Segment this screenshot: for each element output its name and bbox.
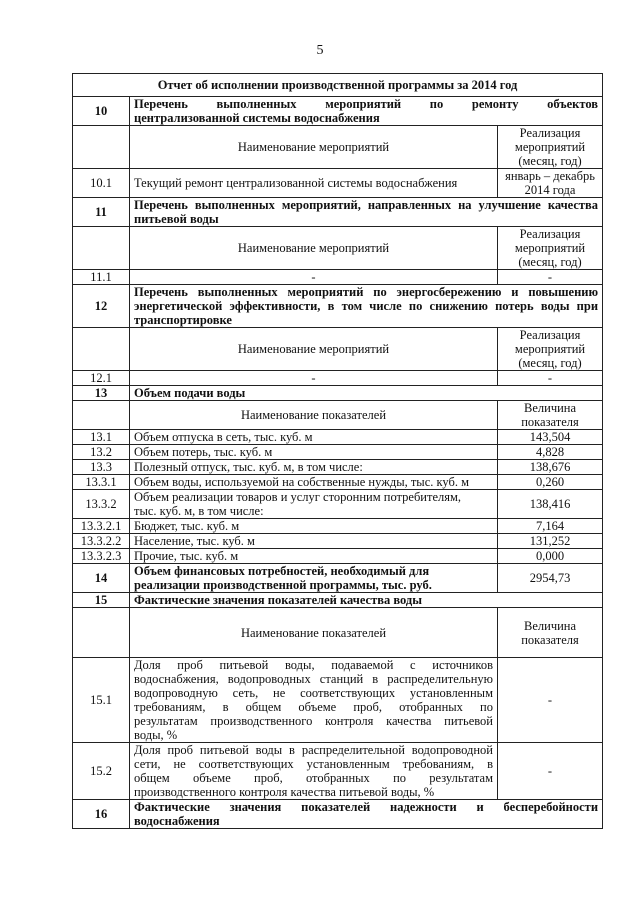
section-title-line: транспортировке [134, 313, 232, 327]
column-header-value-line: Величина [524, 401, 577, 415]
item-number: 13.1 [73, 430, 130, 445]
section-title-line: реализации производственной программы, тыс. руб. [134, 578, 432, 592]
item-number: 12.1 [73, 371, 130, 386]
item-value-line: 7,164 [535, 519, 565, 533]
section-value: 2954,73 [498, 564, 603, 593]
item-row [73, 658, 603, 743]
item-name [130, 743, 498, 800]
item-value [498, 371, 603, 386]
item-value [498, 490, 603, 519]
column-header-value-line: (месяц, год) [518, 255, 582, 269]
section-title [130, 285, 603, 328]
section-title-line: водоснабжения [134, 814, 220, 828]
item-name: Бюджет, тыс. куб. м [130, 519, 498, 534]
item-value-line: январь – декабрь [505, 169, 595, 183]
column-header-value-line: мероприятий [514, 140, 586, 154]
empty-cell [73, 227, 130, 270]
section-title-line: Фактические значения показателей качества воды [134, 593, 422, 607]
column-header-value-line: Реализация [519, 328, 581, 342]
column-header-value-line: (месяц, год) [518, 154, 582, 168]
item-name-line: Доля проб питьевой воды в распределительной водопроводной [134, 743, 493, 757]
item-name: - [130, 270, 498, 285]
section-number: 13 [73, 386, 130, 401]
item-value-line: 4,828 [535, 445, 565, 459]
section-title-line: Перечень выполненных мероприятий по ремонту объектов [134, 97, 599, 111]
column-header-value-line: показателя [521, 415, 579, 429]
section-title-line: Фактические значения показателей надежности и бесперебойности [134, 800, 599, 814]
item-value-line: - [547, 371, 553, 385]
section-number: 15 [73, 593, 130, 608]
column-header-value-line: Реализация [519, 126, 581, 140]
section-number: 16 [73, 800, 130, 829]
item-value-line: 0,260 [535, 475, 565, 489]
empty-cell [73, 328, 130, 371]
item-value-line: 0,000 [535, 549, 565, 563]
item-name-line: водопроводную сеть, не соответствующих установленным [134, 686, 493, 700]
item-value-line: 2014 года [524, 183, 576, 197]
section-row [73, 198, 603, 227]
item-name: Объем воды, используемой на собственные нужды, тыс. куб. м [130, 475, 498, 490]
item-row [73, 549, 603, 564]
column-header-name: Наименование мероприятий [130, 328, 498, 371]
section-title-line: Объем подачи воды [134, 386, 246, 400]
page-number: 5 [316, 43, 324, 58]
item-number: 15.2 [73, 743, 130, 800]
column-header-row [73, 608, 603, 658]
item-number: 10.1 [73, 169, 130, 198]
item-row [73, 460, 603, 475]
column-header-value-line: показателя [521, 632, 579, 647]
empty-cell [73, 126, 130, 169]
column-header-value [498, 328, 603, 371]
item-value-line: 143,504 [529, 430, 571, 444]
column-header-name: Наименование мероприятий [130, 227, 498, 270]
item-value [498, 743, 603, 800]
column-header-value-line: мероприятий [514, 241, 586, 255]
section-title-line: Объем финансовых потребностей, необходимый для [134, 564, 430, 578]
empty-cell [73, 608, 130, 658]
section-row [73, 386, 603, 401]
column-header-value-line: мероприятий [514, 342, 586, 356]
column-header-value [498, 126, 603, 169]
section-row [73, 97, 603, 126]
item-row [73, 475, 603, 490]
item-name: Полезный отпуск, тыс. куб. м, в том числе: [130, 460, 498, 475]
item-number: 13.3 [73, 460, 130, 475]
column-header-row [73, 126, 603, 169]
section-title-line: Перечень выполненных мероприятий, направленных на улучшение качества [134, 198, 599, 212]
item-name-line: Объем реализации товаров и услуг сторонним потребителям, [134, 490, 462, 504]
item-name-line: требованиям, в общем объеме проб, отобранных по [134, 700, 493, 714]
section-title [130, 97, 603, 126]
item-name-line: производственного контроля качества питьевой воды, % [134, 785, 435, 799]
column-header-value [498, 608, 603, 658]
item-value [498, 658, 603, 743]
item-value-line: - [547, 764, 553, 778]
column-header-value [498, 401, 603, 430]
column-header-row [73, 227, 603, 270]
section-row [73, 800, 603, 829]
column-header-value-line: Реализация [519, 227, 581, 241]
item-number: 11.1 [73, 270, 130, 285]
item-row [73, 270, 603, 285]
item-name: - [130, 371, 498, 386]
item-row [73, 445, 603, 460]
section-title [130, 564, 498, 593]
item-value [498, 549, 603, 564]
item-value [498, 430, 603, 445]
column-header-row [73, 401, 603, 430]
section-title [130, 593, 603, 608]
item-name: Объем потерь, тыс. куб. м [130, 445, 498, 460]
column-header-name: Наименование мероприятий [130, 126, 498, 169]
item-value-line: 138,676 [529, 460, 571, 474]
section-number: 12 [73, 285, 130, 328]
item-name [130, 658, 498, 743]
item-number: 15.1 [73, 658, 130, 743]
report-table [72, 73, 603, 829]
section-row [73, 564, 603, 593]
item-name-line: общем объеме проб, отобранных по результатам [134, 771, 493, 785]
section-number: 10 [73, 97, 130, 126]
item-row [73, 743, 603, 800]
section-number: 14 [73, 564, 130, 593]
item-name-line: результатам производственного контроля качества питьевой [134, 714, 493, 728]
column-header-row [73, 328, 603, 371]
item-row [73, 430, 603, 445]
table-title-row [73, 74, 603, 97]
table-title: Отчет об исполнении производственной программы за 2014 год [73, 74, 603, 97]
item-value [498, 460, 603, 475]
section-title-line: централизованной системы водоснабжения [134, 111, 380, 125]
section-title-line: энергетической эффективности, в том числе по снижению потерь воды при [134, 299, 599, 313]
item-value-line: 138,416 [529, 497, 571, 511]
section-title [130, 800, 603, 829]
item-row [73, 490, 603, 519]
section-number: 11 [73, 198, 130, 227]
item-value-line: - [547, 270, 553, 284]
column-header-value-line: Величина [524, 618, 577, 633]
item-name: Объем отпуска в сеть, тыс. куб. м [130, 430, 498, 445]
column-header-value-line: (месяц, год) [518, 356, 582, 370]
item-name-line: тыс. куб. м, в том числе: [134, 504, 264, 518]
item-number: 13.3.2.1 [73, 519, 130, 534]
column-header-name: Наименование показателей [130, 401, 498, 430]
item-value-line: 131,252 [529, 534, 571, 548]
item-name [130, 490, 498, 519]
item-name-line: сети, не соответствующих установленным требованиям, в [134, 757, 493, 771]
section-row [73, 593, 603, 608]
item-number: 13.3.2 [73, 490, 130, 519]
item-name-line: водоснабжения, водопроводных станций в распределительную [134, 672, 493, 686]
item-name-line: воды, % [134, 728, 178, 742]
item-name-line: Доля проб питьевой воды, подаваемой с источников [134, 658, 493, 672]
item-value [498, 169, 603, 198]
section-title-line: Перечень выполненных мероприятий по энергосбережению и повышению [134, 285, 599, 299]
item-row [73, 534, 603, 549]
item-value [498, 534, 603, 549]
section-row [73, 285, 603, 328]
item-number: 13.2 [73, 445, 130, 460]
item-value [498, 519, 603, 534]
item-name: Текущий ремонт централизованной системы водоснабжения [130, 169, 498, 198]
item-row [73, 519, 603, 534]
section-title [130, 198, 603, 227]
item-row [73, 371, 603, 386]
item-number: 13.3.1 [73, 475, 130, 490]
item-name: Население, тыс. куб. м [130, 534, 498, 549]
item-number: 13.3.2.3 [73, 549, 130, 564]
item-value [498, 270, 603, 285]
item-name: Прочие, тыс. куб. м [130, 549, 498, 564]
empty-cell [73, 401, 130, 430]
item-value-line: - [547, 693, 553, 707]
section-title [130, 386, 603, 401]
item-number: 13.3.2.2 [73, 534, 130, 549]
item-value [498, 445, 603, 460]
item-row [73, 169, 603, 198]
section-title-line: питьевой воды [134, 212, 219, 226]
column-header-value [498, 227, 603, 270]
item-value [498, 475, 603, 490]
column-header-name: Наименование показателей [130, 608, 498, 658]
